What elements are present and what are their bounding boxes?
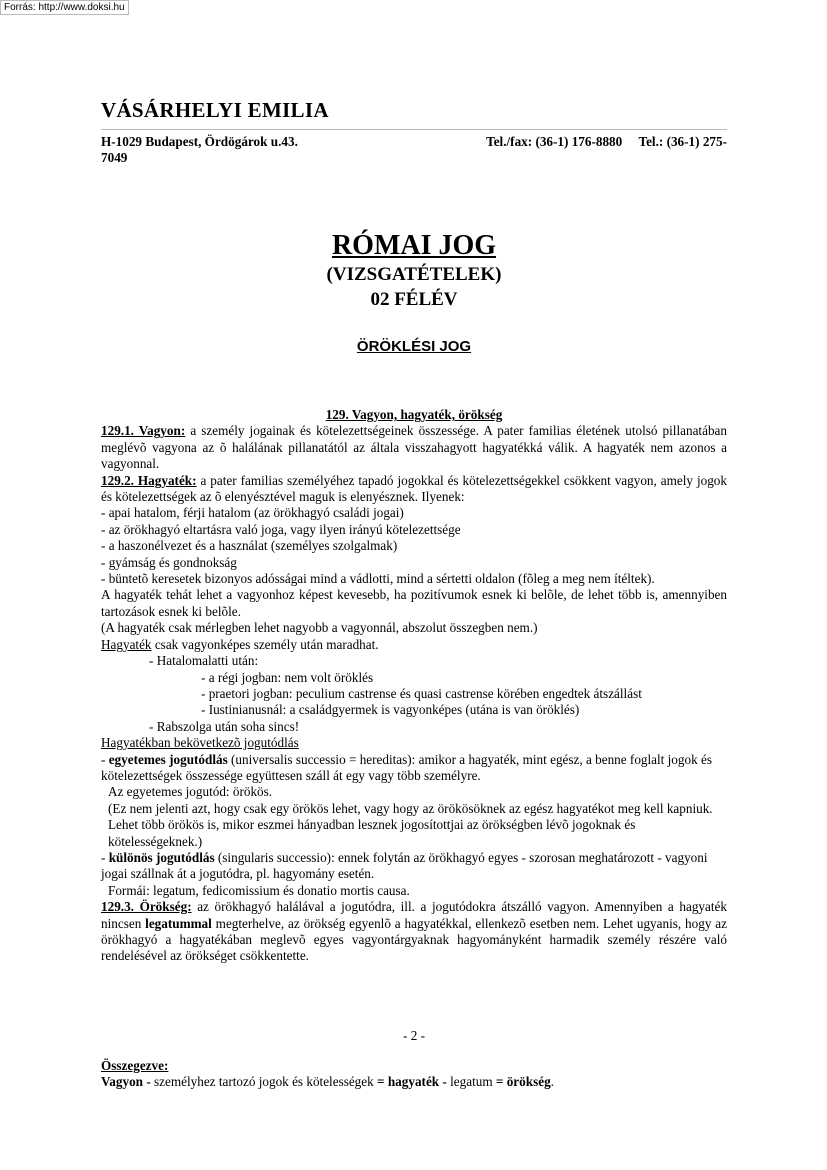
section-heading: ÖRÖKLÉSI JOG [356, 338, 472, 355]
title-block [101, 230, 727, 312]
list-item: - büntetõ keresetek bizonyos adósságai mind a vádlotti, mind a sértetti oldalon (fõleg a meg nem ítéltek). [101, 571, 655, 587]
term-hagyatek: 129.2. Hagyaték: [101, 472, 197, 488]
underlined-term: Hagyaték [101, 636, 152, 652]
paragraph-text: A hagyaték tehát lehet a vagyonhoz képest kevesebb, ha pozitívumok esnek ki belõle, de lehet több is, amennyiben tartozások esnek ki belõle. [101, 587, 727, 619]
paragraph-text: a pater familias személyéhez tapadó jogokkal és kötelezettségekkel csökkent vagyon, amely jogok és kötelezettségek az õ elenyésztével maguk is elenyésznek. Ilyenek: [101, 472, 727, 505]
sub-list-item: - a régi jogban: nem volt öröklés [201, 669, 374, 685]
paragraph-text: (singularis successio): ennek folytán az örökhagyó egyes - szorosan meghatározott - vagyoni jogai szállnak át a jogutódra, pl. hagyomány esetén. [101, 849, 708, 882]
list-item-cont: (Ez nem jelenti azt, hogy csak egy örökös lehet, vagy hogy az örökösöknek az egész hagyatékot meg kell kapniuk. Lehet több örökös is, mikor eszmei hányadban lesznek jogosítottjai az örökségben lévõ jogoknak és kötelességeknek.) [108, 800, 713, 849]
list-item-cont: Formái: legatum, fedicomissium és donatio mortis causa. [108, 882, 410, 898]
summary [101, 1058, 727, 1091]
address: H-1029 Budapest, Ördögárok u.43. [101, 134, 298, 149]
summary-text: legatum [446, 1074, 496, 1090]
summary-line [101, 1074, 727, 1090]
list-item-cont: Az egyetemes jogutód: örökös. [108, 784, 273, 800]
list-item [101, 752, 727, 785]
phone-continued: 7049 [101, 150, 128, 165]
paragraph-hagyatek [101, 473, 727, 506]
summary-heading: Összegezve: [101, 1058, 169, 1073]
bold-term: egyetemes jogutódlás [108, 751, 228, 767]
bold-term: különös jogutódlás [108, 849, 215, 865]
bold-term: = hagyaték - [377, 1074, 447, 1090]
list-item: - a haszonélvezet és a használat (személyes szolgalmak) [101, 538, 398, 554]
contact-line [101, 134, 727, 166]
summary-text: személyhez tartozó jogok és kötelességek [150, 1074, 378, 1090]
list-item: - Hatalomalatti után: [149, 653, 259, 669]
term-label: 02 FÉLÉV [370, 289, 458, 310]
note-text: (A hagyaték csak mérlegben lehet nagyobb a vagyonnál, abszolut összegben nem.) [101, 620, 538, 636]
term-vagyon: 129.1. Vagyon: [101, 423, 186, 439]
document-page [101, 98, 727, 965]
paragraph-text: (universalis successio = hereditas): amikor a hagyaték, mint egész, a benne foglalt jogok és kötelezettségek összessége együttesen száll át egy vagy több személyre. [101, 751, 712, 783]
paragraph-text: csak vagyonképes személy után maradhat. [151, 636, 379, 652]
bullet: - [101, 849, 109, 865]
bullet: - [101, 751, 109, 767]
list-item: - Rabszolga után soha sincs! [149, 718, 300, 734]
paragraph-vagyon [101, 423, 727, 472]
list-item: - az örökhagyó eltartásra való joga, vagy ilyen irányú kötelezettsége [101, 521, 461, 537]
subtitle: (VIZSGATÉTELEK) [326, 264, 502, 285]
subheading: Hagyatékban bekövetkezõ jogutódlás [101, 735, 299, 751]
main-title: RÓMAI JOG [331, 230, 497, 261]
summary-text: . [550, 1074, 554, 1090]
paragraph-text: megterhelve, az örökség egyenlõ a hagyatékkal, ellenkezõ esetben nem. Lehet ugyanis, hogy az örökhagyó a hagyatékában meglevõ egyes vagyontárgyaknak hagyományként harmadik személy részére való rendelésével az örökséget csökkentette. [101, 915, 727, 964]
paragraph-orokseg [101, 899, 727, 965]
header-divider [101, 129, 727, 130]
document-body [101, 407, 727, 965]
bold-term: = örökség [495, 1074, 551, 1090]
list-item: - gyámság és gondnokság [101, 554, 237, 570]
page-number: - 2 - [403, 1028, 425, 1043]
source-label: Forrás: http://www.doksi.hu [0, 0, 129, 15]
paragraph-line [101, 637, 727, 653]
phone: Tel./fax: (36-1) 176-8880 Tel.: (36-1) 275- [486, 134, 727, 149]
sub-list-item: - Iustinianusnál: a családgyermek is vagyonképes (utána is van öröklés) [201, 702, 580, 718]
bold-term: legatummal [145, 915, 212, 931]
list-item: - apai hatalom, férji hatalom (az örökhagyó családi jogai) [101, 505, 404, 521]
bold-term: Vagyon - [101, 1074, 151, 1090]
term-orokseg: 129.3. Örökség: [101, 899, 192, 915]
author-name: VÁSÁRHELYI EMILIA [101, 98, 329, 122]
paragraph-text: a személy jogainak és kötelezettségeinek összessége. A pater familias életének utolsó pillanatában meglévõ vagyona az õ halálának pillanatától az általa visszahagyott hagyatékká válik. A hagyaték nem azonos a vagyonnal. [101, 423, 727, 472]
chapter-heading: 129. Vagyon, hagyaték, örökség [325, 407, 503, 422]
list-item [101, 850, 727, 883]
sub-list-item: - praetori jogban: peculium castrense és quasi castrense körében engedtek átszállást [201, 685, 642, 701]
paragraph-text: az örökhagyó halálával a jogutódra, ill. a jogutódokra átszálló vagyon. Amennyiben a hagyaték nincsen [101, 899, 727, 931]
